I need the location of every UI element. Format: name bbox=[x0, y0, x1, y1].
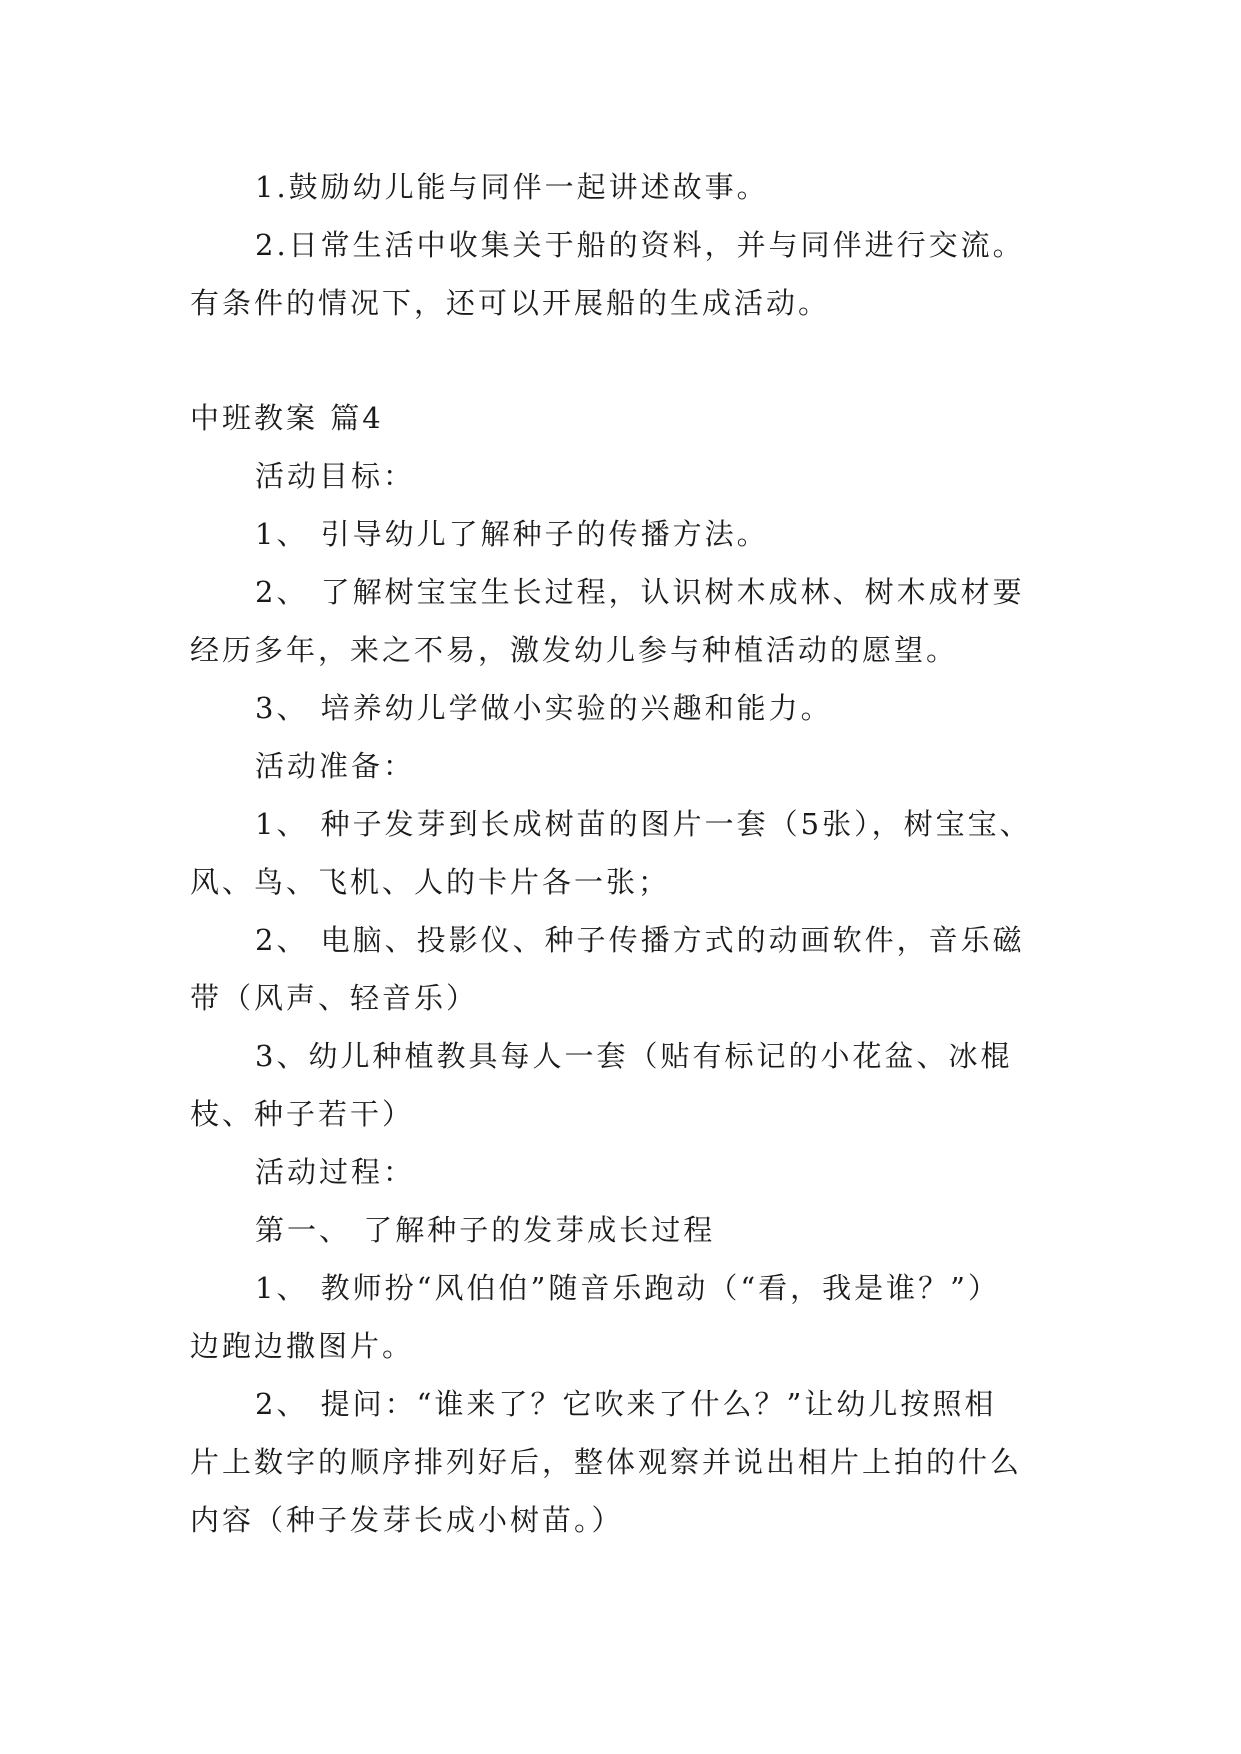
paragraph-line: 边跑边撒图片。 bbox=[190, 1329, 415, 1363]
paragraph-line: 活动准备： bbox=[255, 749, 416, 783]
paragraph-line: 2、 了解树宝宝生长过程，认识树木成林、树木成材要 bbox=[255, 575, 1025, 609]
paragraph-line: 带（风声、轻音乐） bbox=[190, 981, 479, 1015]
paragraph-line: 片上数字的顺序排列好后，整体观察并说出相片上拍的什么 bbox=[190, 1445, 1023, 1479]
paragraph-line: 第一、 了解种子的发芽成长过程 bbox=[255, 1213, 716, 1247]
paragraph-line: 经历多年，来之不易，激发幼儿参与种植活动的愿望。 bbox=[190, 633, 959, 667]
paragraph-line: 有条件的情况下，还可以开展船的生成活动。 bbox=[190, 286, 831, 320]
paragraph-line: 1.鼓励幼儿能与同伴一起讲述故事。 bbox=[255, 170, 769, 204]
paragraph-line: 风、鸟、飞机、人的卡片各一张； bbox=[190, 865, 671, 899]
paragraph-line: 枝、种子若干） bbox=[190, 1097, 415, 1131]
paragraph-line: 3、 培养幼儿学做小实验的兴趣和能力。 bbox=[255, 691, 833, 725]
paragraph-line: 3、幼儿种植教具每人一套（贴有标记的小花盆、冰棍 bbox=[255, 1039, 1013, 1073]
paragraph-line: 1、 种子发芽到长成树苗的图片一套（5张），树宝宝、 bbox=[255, 807, 1032, 841]
paragraph-line: 2.日常生活中收集关于船的资料，并与同伴进行交流。 bbox=[255, 228, 1025, 262]
paragraph-line: 内容（种子发芽长成小树苗。） bbox=[190, 1503, 624, 1537]
paragraph-line: 1、 引导幼儿了解种子的传播方法。 bbox=[255, 517, 769, 551]
paragraph-line: 活动过程： bbox=[255, 1155, 416, 1189]
paragraph-line: 2、 提问：“谁来了？它吹来了什么？”让幼儿按照相 bbox=[255, 1387, 997, 1421]
paragraph-line: 1、 教师扮“风伯伯”随音乐跑动（“看，我是谁？”） bbox=[255, 1271, 1000, 1305]
section-heading: 中班教案 篇4 bbox=[190, 401, 384, 435]
paragraph-line: 2、 电脑、投影仪、种子传播方式的动画软件，音乐磁 bbox=[255, 923, 1025, 957]
paragraph-line: 活动目标： bbox=[255, 459, 416, 493]
